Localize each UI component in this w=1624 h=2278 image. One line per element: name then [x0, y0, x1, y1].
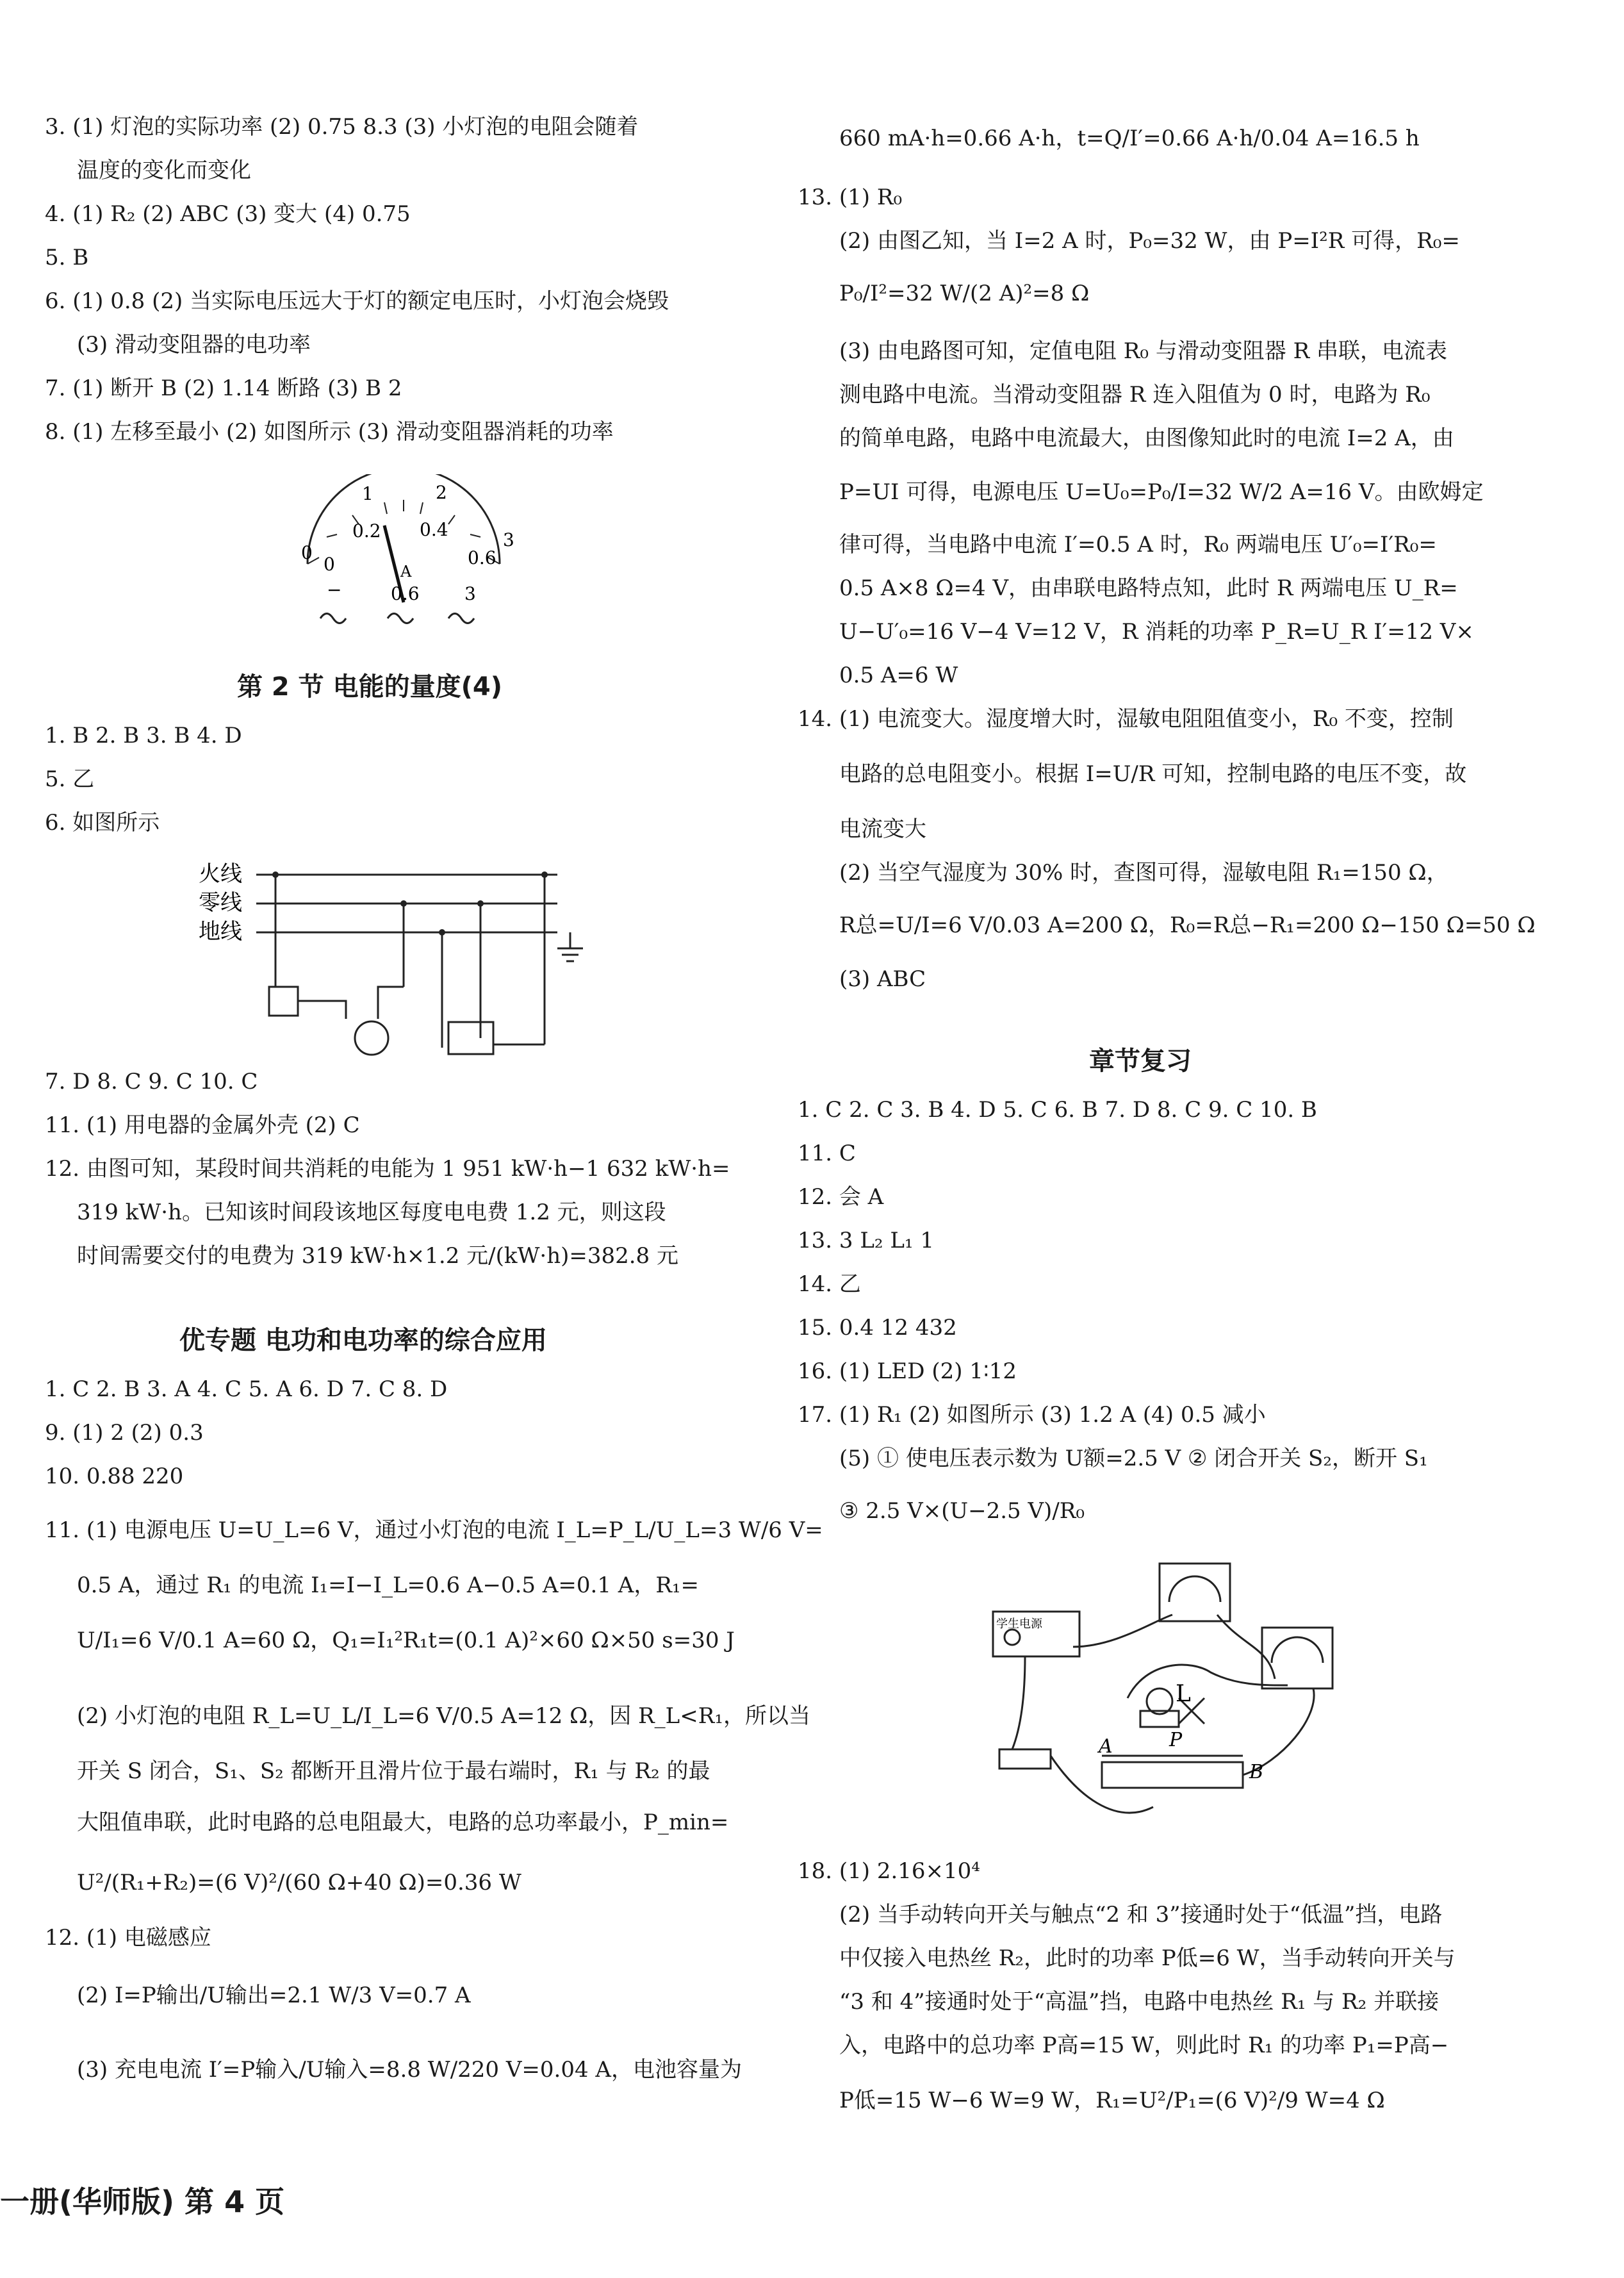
- right-answer-line: 17. (1) R₁ (2) 如图所示 (3) 1.2 A (4) 0.5 减小: [798, 1402, 1266, 1428]
- right-answer-line: 0.5 A×8 Ω=4 V，由串联电路特点知，此时 R 两端电压 U_R=: [839, 575, 1458, 601]
- right-answer-line: 15. 0.4 12 432: [798, 1315, 957, 1341]
- right-answer-line: 14. (1) 电流变大。湿度增大时，湿敏电阻阻值变小，R₀ 不变，控制: [798, 706, 1454, 732]
- right-answer-line: 14. 乙: [798, 1271, 861, 1297]
- left-answer-line: 12. (1) 电磁感应: [45, 1925, 211, 1951]
- right-answer-line: (2) 当空气湿度为 30% 时，查图可得，湿敏电阻 R₁=150 Ω，: [839, 860, 1448, 886]
- meter-label: 3: [503, 529, 514, 550]
- left-answer-line: 温度的变化而变化: [77, 158, 251, 183]
- left-answer-line: (2) 小灯泡的电阻 R_L=U_L/I_L=6 V/0.5 A=12 Ω，因 R_L<R₁，所以当: [77, 1703, 810, 1729]
- meter-label: 0.6: [468, 547, 496, 568]
- page-footer: 一册(华师版) 第 4 页: [0, 2184, 285, 2219]
- meter-label: A: [400, 563, 412, 581]
- right-answer-line: (2) 由图乙知，当 I=2 A 时，P₀=32 W，由 P=I²R 可得，R₀=: [839, 228, 1460, 254]
- left-answer-line: 7. D 8. C 9. C 10. C: [45, 1069, 258, 1094]
- meter-label: 0.6: [391, 583, 420, 604]
- right-answer-line: ③ 2.5 V×(U−2.5 V)/R₀: [839, 1498, 1085, 1524]
- left-answer-line: 9. (1) 2 (2) 0.3: [45, 1420, 204, 1446]
- left-answer-line: 11. (1) 用电器的金属外壳 (2) C: [45, 1112, 360, 1138]
- right-answer-line: 13. 3 L₂ L₁ 1: [798, 1228, 934, 1253]
- meter-label: 0.4: [420, 519, 448, 540]
- meter-label: −: [327, 579, 342, 600]
- left-answer-line: 1. B 2. B 3. B 4. D: [45, 723, 242, 748]
- left-section-heading: 优专题 电功和电功率的综合应用: [179, 1326, 547, 1355]
- right-answer-line: 16. (1) LED (2) 1∶12: [798, 1358, 1017, 1384]
- left-answer-line: 1. C 2. B 3. A 4. C 5. A 6. D 7. C 8. D: [45, 1376, 448, 1402]
- experiment-circuit-figure: [987, 1551, 1345, 1833]
- right-answer-line: 律可得，当电路中电流 I′=0.5 A 时，R₀ 两端电压 U′₀=I′R₀=: [839, 532, 1437, 557]
- ground-wire-label: 地线: [199, 919, 242, 945]
- right-answer-line: (2) 当手动转向开关与触点“2 和 3”接通时处于“低温”挡，电路: [839, 1902, 1443, 1927]
- right-answer-line: 12. 会 A: [798, 1184, 884, 1210]
- lamp-label: L: [1176, 1681, 1191, 1707]
- terminal-a-label: A: [1099, 1735, 1113, 1758]
- right-answer-line: U−U′₀=16 V−4 V=12 V，R 消耗的功率 P_R=U_R I′=12 V×: [839, 619, 1474, 645]
- left-answer-line: 时间需要交付的电费为 319 kW·h×1.2 元/(kW·h)=382.8 元: [77, 1243, 679, 1269]
- neutral-wire-label: 零线: [199, 890, 242, 916]
- left-answer-line: 0.5 A，通过 R₁ 的电流 I₁=I−I_L=0.6 A−0.5 A=0.1 A，R₁=: [77, 1572, 700, 1598]
- left-answer-line: 6. (1) 0.8 (2) 当实际电压远大于灯的额定电压时，小灯泡会烧毁: [45, 288, 669, 314]
- left-answer-line: 8. (1) 左移至最小 (2) 如图所示 (3) 滑动变阻器消耗的功率: [45, 419, 614, 445]
- left-answer-line: 3. (1) 灯泡的实际功率 (2) 0.75 8.3 (3) 小灯泡的电阻会随着: [45, 114, 639, 140]
- right-answer-line: 入，电路中的总功率 P高=15 W，则此时 R₁ 的功率 P₁=P高−: [839, 2033, 1449, 2058]
- right-answer-line: (3) ABC: [839, 966, 926, 992]
- meter-label: 3: [464, 583, 476, 604]
- left-answer-line: 12. 由图可知，某段时间共消耗的电能为 1 951 kW·h−1 632 kW·h=: [45, 1156, 730, 1182]
- meter-label: 0.2: [352, 520, 381, 541]
- left-answer-line: (3) 滑动变阻器的电功率: [77, 332, 311, 358]
- right-answer-line: (3) 由电路图可知，定值电阻 R₀ 与滑动变阻器 R 串联，电流表: [839, 338, 1448, 364]
- left-answer-line: 开关 S 闭合，S₁、S₂ 都断开且滑片位于最右端时，R₁ 与 R₂ 的最: [77, 1758, 710, 1784]
- left-answer-line: 11. (1) 电源电压 U=U_L=6 V，通过小灯泡的电流 I_L=P_L/U_L=3 W/6 V=: [45, 1517, 823, 1543]
- right-answer-line: 测电路中电流。当滑动变阻器 R 连入阻值为 0 时，电路为 R₀: [839, 382, 1431, 408]
- left-answer-line: 5. 乙: [45, 766, 95, 792]
- right-answer-line: 中仅接入电热丝 R₂，此时的功率 P低=6 W，当手动转向开关与: [839, 1945, 1456, 1971]
- meter-label: 0: [324, 554, 335, 575]
- right-answer-line: “3 和 4”接通时处于“高温”挡，电路中电热丝 R₁ 与 R₂ 并联接: [839, 1989, 1439, 2015]
- left-section-heading: 第 2 节 电能的量度(4): [237, 672, 503, 702]
- left-answer-line: (3) 充电电流 I′=P输入/U输入=8.8 W/220 V=0.04 A，电池容量为: [77, 2057, 742, 2083]
- meter-label: 2: [436, 482, 447, 503]
- left-answer-line: 4. (1) R₂ (2) ABC (3) 变大 (4) 0.75: [45, 201, 411, 227]
- right-section-heading: 章节复习: [1089, 1046, 1192, 1076]
- right-answer-line: 的简单电路，电路中电流最大，由图像知此时的电流 I=2 A，由: [839, 425, 1454, 451]
- right-answer-line: 电流变大: [839, 816, 926, 842]
- right-answer-line: 电路的总电阻变小。根据 I=U/R 可知，控制电路的电压不变，故: [839, 761, 1467, 787]
- left-answer-line: U²/(R₁+R₂)=(6 V)²/(60 Ω+40 Ω)=0.36 W: [77, 1870, 521, 1895]
- right-answer-line: 11. C: [798, 1141, 856, 1166]
- live-wire-label: 火线: [199, 861, 242, 887]
- left-answer-line: 319 kW·h。已知该时间段该地区每度电电费 1.2 元，则这段: [77, 1200, 666, 1225]
- left-answer-line: U/I₁=6 V/0.1 A=60 Ω，Q₁=I₁²R₁t=(0.1 A)²×60 Ω×50 s=30 J: [77, 1628, 735, 1653]
- left-answer-line: 大阻值串联，此时电路的总电阻最大，电路的总功率最小，P_min=: [77, 1810, 729, 1835]
- meter-label: 0: [301, 542, 313, 563]
- right-answer-line: 18. (1) 2.16×10⁴: [798, 1858, 980, 1884]
- left-answer-line: 10. 0.88 220: [45, 1464, 184, 1489]
- left-answer-line: 7. (1) 断开 B (2) 1.14 断路 (3) B 2: [45, 376, 402, 401]
- right-answer-line: 660 mA·h=0.66 A·h，t=Q/I′=0.66 A·h/0.04 A=16.5 h: [839, 126, 1420, 151]
- right-answer-line: P低=15 W−6 W=9 W，R₁=U²/P₁=(6 V)²/9 W=4 Ω: [839, 2088, 1385, 2113]
- left-answer-line: 6. 如图所示: [45, 810, 160, 836]
- left-answer-line: 5. B: [45, 245, 89, 270]
- supply-label: 学生电源: [996, 1617, 1042, 1631]
- right-answer-line: R总=U/I=6 V/0.03 A=200 Ω，R₀=R总−R₁=200 Ω−150 Ω=50 Ω: [839, 912, 1536, 938]
- right-answer-line: 0.5 A=6 W: [839, 663, 958, 688]
- left-answer-line: (2) I=P输出/U输出=2.1 W/3 V=0.7 A: [77, 1983, 471, 2008]
- slider-p-label: P: [1169, 1729, 1183, 1751]
- ammeter-dial-figure: [282, 474, 525, 641]
- meter-label: 1: [362, 483, 373, 504]
- terminal-b-label: B: [1249, 1761, 1264, 1783]
- household-wiring-figure: [192, 852, 602, 1077]
- right-answer-line: 13. (1) R₀: [798, 185, 903, 210]
- right-answer-line: P=UI 可得，电源电压 U=U₀=P₀/I=32 W/2 A=16 V。由欧姆定: [839, 479, 1484, 505]
- right-answer-line: (5) ① 使电压表示数为 U额=2.5 V ② 闭合开关 S₂，断开 S₁: [839, 1446, 1428, 1471]
- right-answer-line: P₀/I²=32 W/(2 A)²=8 Ω: [839, 281, 1090, 306]
- right-answer-line: 1. C 2. C 3. B 4. D 5. C 6. B 7. D 8. C 9. C 10. B: [798, 1097, 1317, 1123]
